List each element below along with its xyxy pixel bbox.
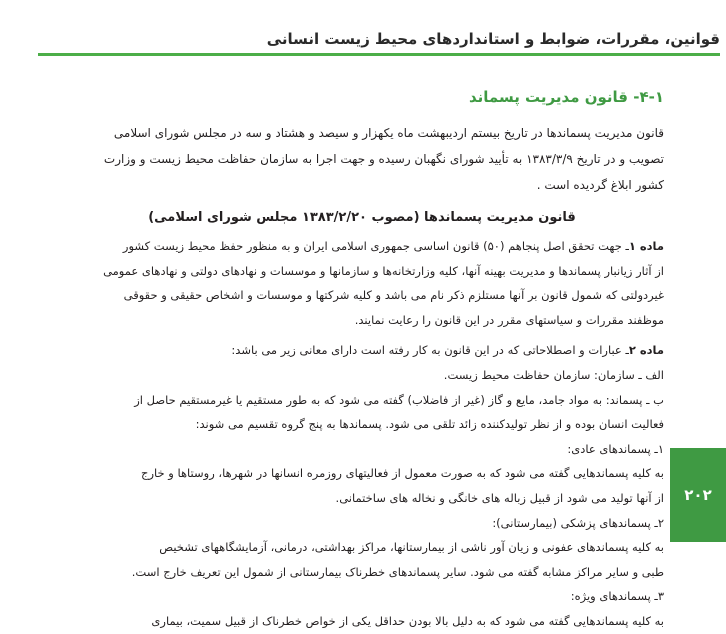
article-2-line: ۳ـ پسماندهای ویژه: (570, 589, 664, 604)
article-2-line: به کلیه پسماندهای عفونی و زیان آور ناشی از بیمارستانها، مراکز بهداشتی، درمانی، آزمایشگاههای تشخیص (159, 540, 664, 555)
article-1 (60, 234, 664, 332)
running-header-title: قوانین، مقررات، ضوابط و استانداردهای محیط زیست انسانی (266, 30, 720, 48)
law-title: قانون مدیریت پسماندها (مصوب ۱۳۸۳/۲/۲۰ مجلس شورای اسلامی) (148, 210, 576, 225)
article-2-line: فعالیت انسان بوده و از نظر تولیدکننده زائد تلقی می شود. پسماندها به پنج گروه تقسیم می شوند: (195, 417, 664, 432)
article-1-line: ماده ۱ـ جهت تحقق اصل پنجاهم (۵۰) قانون اساسی جمهوری اسلامی ایران و به منظور حفظ محیط زیست کشور (122, 239, 664, 253)
article-2-line: ماده ۲ـ عبارات و اصطلاحاتی که در این قانون به کار رفته است دارای معانی زیر می باشد: (231, 343, 664, 358)
article-1-line: غیردولتی که شمول قانون بر آنها مستلزم ذکر نام می باشد و کلیه شرکتها و موسسات و اشخاص حقیقی و حقوقی (123, 288, 664, 303)
intro-line: قانون مدیریت پسماندها در تاریخ بیستم اردیبهشت ماه یکهزار و سیصد و هشتاد و سه در مجلس شورای اسلامی (113, 126, 664, 140)
article-2-line: از آنها تولید می شود از قبیل زباله های خانگی و نخاله های ساختمانی. (335, 490, 664, 505)
intro-line: تصویب و در تاریخ ۱۳۸۳/۳/۹ به تأیید شورای نگهبان رسیده و جهت اجرا به سازمان حفاظت محیط زیست و وزارت (103, 152, 664, 166)
header-divider (38, 53, 720, 56)
article-2-line: الف ـ سازمان: سازمان حفاظت محیط زیست. (443, 367, 664, 382)
page-number: ۲۰۲ (684, 486, 712, 504)
article-2-line: ۲ـ پسماندهای پزشکی (بیمارستانی): (492, 515, 664, 530)
page-content (60, 88, 664, 634)
page-number-tab (670, 448, 726, 542)
article-2-line: ب ـ پسماند: به مواد جامد، مایع و گاز (غیر از فاضلاب) گفته می شود که به طور مستقیم یا غیرمستقیم حاصل از (134, 392, 664, 407)
article-2-label: ماده ۲ (628, 343, 664, 358)
article-1-label: ماده ۱ (628, 239, 664, 253)
article-2 (60, 338, 664, 633)
intro-paragraph (60, 120, 664, 198)
article-2-line: به کلیه پسماندهایی گفته می شود که به صورت معمول از فعالیتهای روزمره انسانها در شهرها، روستاها و خارج (141, 466, 664, 481)
article-2-line: طبی و سایر مراکز مشابه گفته می شود. سایر پسماندهای خطرناک بیمارستانی از شمول این تعریف خارج است. (131, 564, 664, 579)
section-heading: ۴-۱- قانون مدیریت پسماند (468, 88, 664, 106)
article-1-line: از آثار زیانبار پسماندها و مدیریت بهینه آنها، کلیه وزارتخانه‌ها و سازمانها و موسسات و نهادهای دولتی و نهادهای عمومی (103, 263, 664, 278)
article-2-line: به کلیه پسماندهایی گفته می شود که به دلیل بالا بودن حداقل یکی از خواص خطرناک از قبیل سمیت، بیماری (151, 613, 664, 628)
intro-line: کشور ابلاغ گردیده است . (536, 178, 664, 192)
article-2-line: ۱ـ پسماندهای عادی: (567, 441, 664, 456)
article-1-line: موظفند مقررات و سیاستهای مقرر در این قانون را رعایت نمایند. (354, 312, 664, 327)
